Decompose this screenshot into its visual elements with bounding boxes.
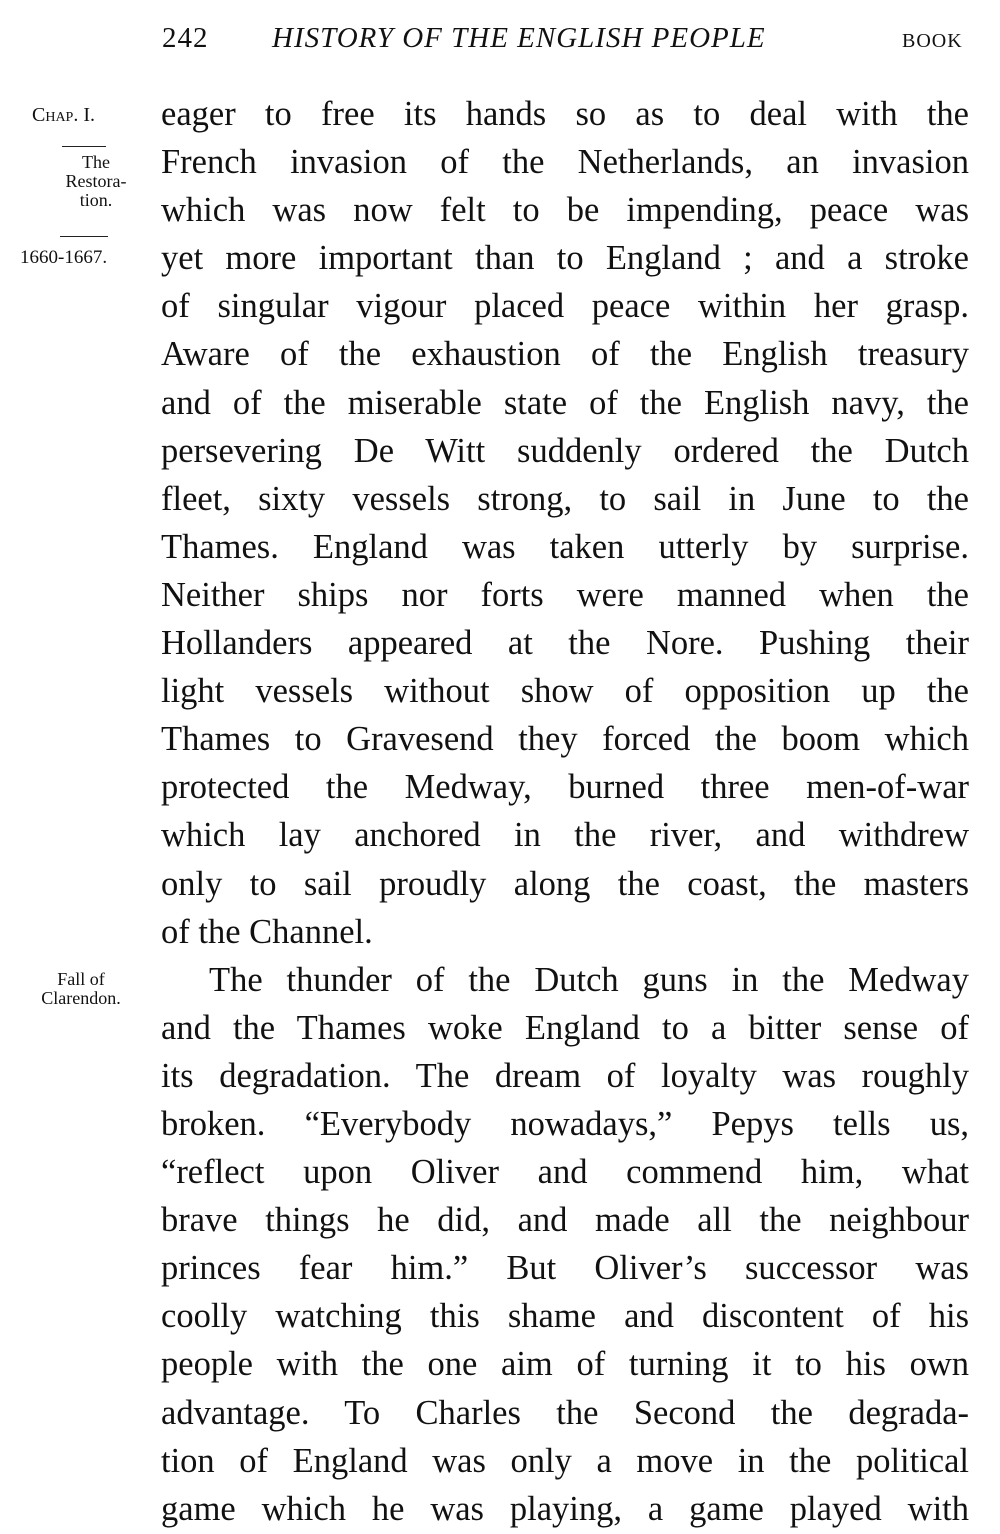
text-line: its degradation. The dream of loyalty was roughly — [161, 1056, 969, 1095]
book-label: BOOK — [902, 30, 963, 52]
margin-notes — [0, 0, 150, 1534]
text-line: Aware of the exhaustion of the English treasury — [161, 335, 969, 374]
section-note-line: The — [82, 152, 110, 172]
chapter-label: Chap. I. — [32, 104, 96, 126]
text-line: protected the Medway, burned three men-of-war — [161, 768, 969, 807]
text-line: people with the one aim of turning it to his own — [161, 1345, 969, 1384]
running-title: HISTORY OF THE ENGLISH PEOPLE — [272, 22, 766, 54]
date-range-note: 1660-1667. — [20, 247, 108, 268]
text-line: The thunder of the Dutch guns in the Medway — [209, 960, 969, 999]
text-line: which was now felt to be impending, peace was — [161, 191, 969, 230]
text-line: light vessels without show of opposition up the — [161, 672, 969, 711]
text-line: princes fear him.” But Oliver’s successor was — [161, 1249, 969, 1288]
text-line: fleet, sixty vessels strong, to sail in June to the — [161, 479, 969, 518]
section-note-line: Fall of — [57, 969, 105, 989]
text-line: of singular vigour placed peace within her grasp. — [161, 287, 969, 326]
margin-rule-bottom — [60, 236, 108, 237]
margin-rule-top — [62, 146, 106, 147]
text-line: Hollanders appeared at the Nore. Pushing their — [161, 624, 969, 663]
text-line: Thames. England was taken utterly by surprise. — [161, 527, 969, 566]
section-note-line: Clarendon. — [41, 988, 121, 1008]
text-line: yet more important than to England ; and a stroke — [161, 239, 969, 278]
section-note-restoration — [40, 153, 152, 210]
text-line: Neither ships nor forts were manned when the — [161, 575, 969, 614]
page-number: 242 — [162, 22, 209, 54]
body-text — [161, 90, 969, 1533]
text-line: broken. “Everybody nowadays,” Pepys tells us, — [161, 1104, 969, 1143]
text-line: Thames to Gravesend they forced the boom which — [161, 720, 969, 759]
text-line: and of the miserable state of the English navy, the — [161, 383, 969, 422]
text-line: persevering De Witt suddenly ordered the Dutch — [161, 431, 969, 470]
text-line: eager to free its hands so as to deal with the — [161, 95, 969, 133]
text-line: game which he was playing, a game played with — [161, 1489, 969, 1528]
text-line: “reflect upon Oliver and commend him, what — [161, 1153, 969, 1192]
text-line: of the Channel. — [161, 912, 373, 951]
text-line: which lay anchored in the river, and withdrew — [161, 816, 969, 855]
text-line: advantage. To Charles the Second the degrada- — [161, 1393, 969, 1432]
section-note-fall-of-clarendon — [18, 970, 144, 1008]
text-line: brave things he did, and made all the neighbour — [161, 1201, 969, 1240]
running-header — [0, 18, 1000, 62]
text-line: only to sail proudly along the coast, the masters — [161, 864, 969, 903]
text-line: French invasion of the Netherlands, an invasion — [161, 143, 969, 182]
text-line: tion of England was only a move in the political — [161, 1441, 969, 1480]
text-line: coolly watching this shame and discontent of his — [161, 1297, 969, 1336]
section-note-line: Restora- — [65, 171, 127, 191]
text-line: and the Thames woke England to a bitter sense of — [161, 1008, 969, 1047]
section-note-line: tion. — [79, 190, 113, 210]
